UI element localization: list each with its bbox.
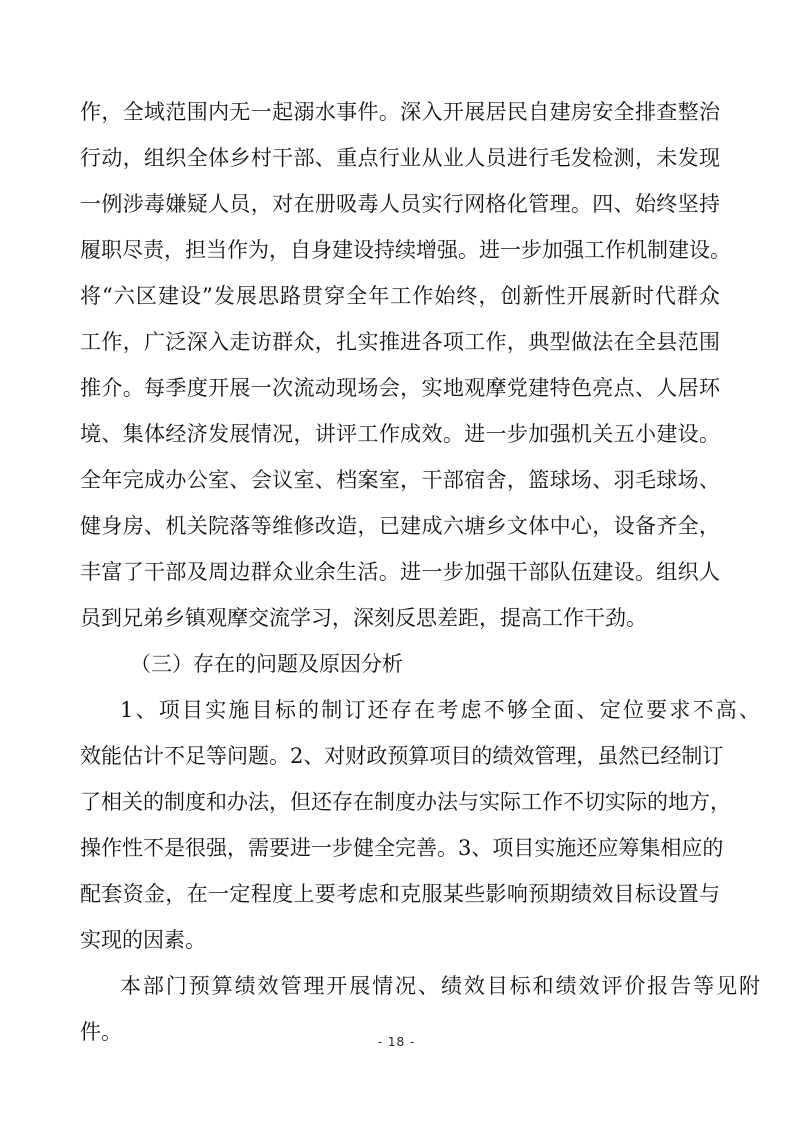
body-text-line: 全年完成办公室、会议室、档案室，干部宿舍，篮球场、羽毛球场、 bbox=[80, 468, 720, 492]
body-text-line: 一例涉毒嫌疑人员，对在册吸毒人员实行网格化管理。四、始终坚持 bbox=[80, 192, 720, 216]
page-number: - 18 - bbox=[377, 1035, 416, 1049]
body-text-line: 了相关的制度和办法，但还存在制度办法与实际工作不切实际的地方， bbox=[80, 790, 731, 814]
body-text-line: 履职尽责，担当作为，自身建设持续增强。进一步加强工作机制建设。 bbox=[80, 238, 731, 262]
body-text-line: 行动，组织全体乡村干部、重点行业从业人员进行毛发检测，未发现 bbox=[80, 146, 720, 170]
body-text-line: 健身房、机关院落等维修改造，已建成六塘乡文体中心，设备齐全， bbox=[80, 514, 720, 538]
body-text-line: 件。 bbox=[80, 1020, 122, 1044]
section-heading: （三）存在的问题及原因分析 bbox=[130, 652, 403, 676]
body-text-line: 本部门预算绩效管理开展情况、绩效目标和绩效评价报告等见附 bbox=[120, 974, 760, 998]
body-text-line: 境、集体经济发展情况，讲评工作成效。进一步加强机关五小建设。 bbox=[80, 422, 720, 446]
body-text-line: 推介。每季度开展一次流动现场会，实地观摩党建特色亮点、人居环 bbox=[80, 376, 720, 400]
body-text-line: 配套资金，在一定程度上要考虑和克服某些影响预期绩效目标设置与 bbox=[80, 882, 720, 906]
body-text-line: 操作性不是很强，需要进一步健全完善。3、项目实施还应筹集相应的 bbox=[80, 836, 724, 860]
body-text-line: 将“六区建设”发展思路贯穿全年工作始终，创新性开展新时代群众 bbox=[80, 284, 720, 308]
body-text-line: 员到兄弟乡镇观摩交流学习，深刻反思差距，提高工作干劲。 bbox=[80, 606, 647, 630]
body-text-line: 1、项目实施目标的制订还存在考虑不够全面、定位要求不高、 bbox=[120, 698, 760, 722]
body-text-line: 效能估计不足等问题。2、对财政预算项目的绩效管理，虽然已经制订 bbox=[80, 744, 724, 768]
body-text-line: 实现的因素。 bbox=[80, 928, 206, 952]
body-text-line: 作，全域范围内无一起溺水事件。深入开展居民自建房安全排查整治 bbox=[80, 100, 720, 124]
body-text-line: 工作，广泛深入走访群众，扎实推进各项工作，典型做法在全县范围 bbox=[80, 330, 720, 354]
body-text-line: 丰富了干部及周边群众业余生活。进一步加强干部队伍建设。组织人 bbox=[80, 560, 720, 584]
